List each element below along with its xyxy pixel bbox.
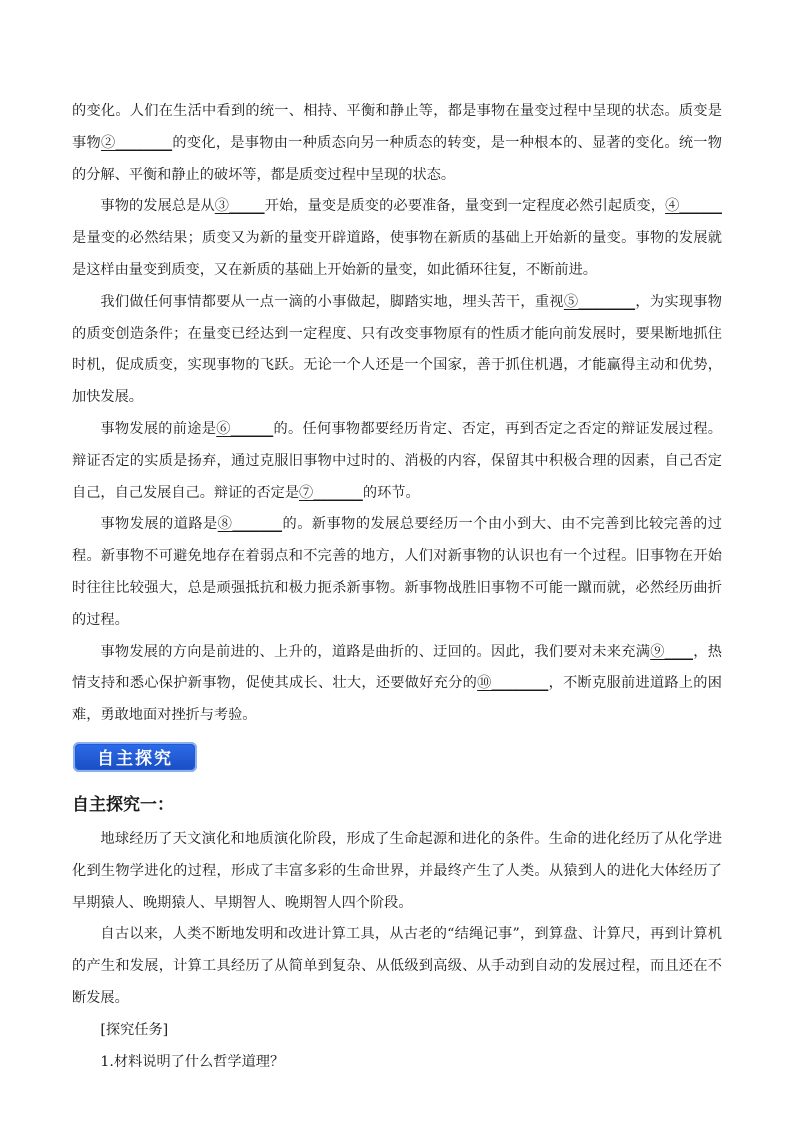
paragraph-text: 的。新事物的发展总要经历一个由小到大、由不完善到比较完善的过程。新事物不可避免地存在着弱点和不完善的地方，人们对新事物的认识也有一个过程。旧事物在开始时往往比较强大，总是顽强抵抗和极力扼杀新事物。新事物战胜旧事物不可能一蹴而就，必然经历曲折的过程。 bbox=[72, 516, 722, 628]
review-paragraph-3 bbox=[72, 287, 722, 414]
explore-paragraph-1: 地球经历了天文演化和地质演化阶段，形成了生命起源和进化的条件。生命的进化经历了从化学进化到生物学进化的过程，形成了丰富多彩的生命世界，并最终产生了人类。从猿到人的进化大体经历了早期猿人、晚期猿人、早期智人、晚期智人四个阶段。 bbox=[72, 830, 722, 911]
review-section bbox=[72, 96, 722, 732]
paragraph-text: ，为实现事物的质变创造条件；在量变已经达到一定程度、只有改变事物原有的性质才能向前发展时，要果断地抓住时机，促成质变，实现事物的飞跃。无论一个人还是一个国家，善于抓住机遇，才能赢得主动和优势，加快发展。 bbox=[72, 293, 722, 406]
paragraph-text: 事物的发展总是从 bbox=[100, 198, 215, 215]
paragraph-text: 的变化，是事物由一种质态向另一种质态的转变，是一种根本的、显著的变化。统一物的分解、平衡和静止的破坏等，都是质变过程中呈现的状态。 bbox=[72, 134, 722, 183]
review-paragraph-5 bbox=[72, 509, 722, 636]
paragraph-text: 的。任何事物都要经历肯定、否定，再到否定之否定的辩证发展过程。辩证否定的实质是扬弃，通过克服旧事物中过时的、消极的内容，保留其中积极合理的因素，自己否定自己，自己发展自己。辩证的否定是 bbox=[72, 420, 722, 501]
fill-blank: ⑩________ bbox=[477, 675, 549, 692]
question-1: 1.材料说明了什么哲学道理？ bbox=[100, 1053, 285, 1070]
fill-blank: ②________ bbox=[100, 134, 173, 151]
fill-blank: ④______ bbox=[665, 198, 722, 215]
fill-blank: ⑦_______ bbox=[299, 484, 363, 501]
task-label: [探究任务] bbox=[100, 1021, 169, 1038]
section-badge-label: 自主探究 bbox=[76, 745, 194, 769]
fill-blank: ⑨____ bbox=[650, 643, 694, 660]
subheading: 自主探究一： bbox=[72, 794, 174, 815]
fill-blank: ⑥______ bbox=[216, 420, 274, 437]
paragraph-text: 事物发展的前途是 bbox=[100, 420, 217, 437]
paragraph-text: 我们做任何事情都要从一点一滴的小事做起，脚踏实地，埋头苦干，重视 bbox=[100, 293, 564, 310]
paragraph-text: 的变化。人们在生活中看到的统一、相持、平衡和静止等，都是事物在量变过程中呈现的状态。质变是事物 bbox=[72, 103, 722, 151]
section-badge bbox=[73, 742, 197, 772]
fill-blank: ⑤________ bbox=[563, 293, 636, 310]
paragraph-text: 是量变的必然结果；质变又为新的量变开辟道路，使事物在新质的基础上开始新的量变。事物的发展就是这样由量变到质变，又在新质的基础上开始新的量变，如此循环往复，不断前进。 bbox=[72, 230, 722, 278]
paragraph-text: ，热情支持和悉心保护新事物，促使其成长、壮大，还要做好充分的 bbox=[72, 643, 722, 692]
review-paragraph-4 bbox=[72, 414, 722, 509]
paragraph-text: ，不断克服前进道路上的困难，勇敢地面对挫折与考验。 bbox=[72, 675, 722, 724]
paragraph-text: 开始，量变是质变的必要准备，量变到一定程度必然引起质变， bbox=[264, 198, 666, 215]
paragraph-text: 的环节。 bbox=[362, 484, 420, 501]
review-paragraph-1 bbox=[72, 96, 722, 191]
explore-paragraph-2: 自古以来，人类不断地发明和改进计算工具，从古老的“结绳记事”，到算盘、计算尺，再到计算机的产生和发展，计算工具经历了从简单到复杂、从低级到高级、从手动到自动的发展过程，而且还在不断发展。 bbox=[72, 926, 722, 1006]
review-paragraph-2 bbox=[72, 191, 722, 286]
fill-blank: ⑧_______ bbox=[217, 516, 283, 533]
paragraph-text: 事物发展的道路是 bbox=[100, 516, 218, 533]
fill-blank: ③_____ bbox=[214, 198, 265, 215]
review-paragraph-6 bbox=[72, 637, 722, 732]
paragraph-text: 事物发展的方向是前进的、上升的，道路是曲折的、迂回的。因此，我们要对未来充满 bbox=[100, 643, 651, 660]
page-content bbox=[72, 96, 722, 1078]
